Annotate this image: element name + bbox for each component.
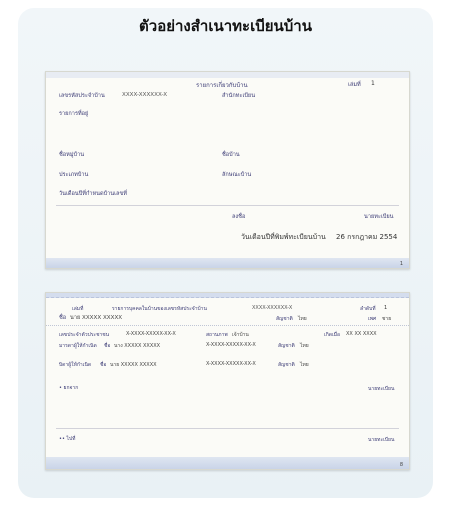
page-number: 1 [399, 261, 403, 267]
top-band [46, 293, 409, 298]
mother-name: นาง XXXXX XXXXX [114, 343, 161, 349]
status-value: เจ้าบ้าน [232, 332, 249, 338]
divider [56, 205, 399, 206]
house-type-label: ประเภทบ้าน [59, 172, 89, 178]
name-value: นาย XXXXX XXXXX [70, 315, 123, 321]
registrar-label: นายทะเบียน [364, 214, 394, 220]
registry-office-label: สำนักทะเบียน [222, 93, 256, 99]
village-label: ชื่อหมู่บ้าน [59, 152, 85, 158]
sex-value: ชาย [382, 316, 392, 322]
born-label: เกิดเมื่อ [324, 332, 340, 338]
registrar-label-1: นายทะเบียน [368, 386, 395, 392]
house-character-label: ลักษณะบ้าน [222, 172, 252, 178]
born-value: XX XX XXXX [346, 331, 377, 337]
mother-label: มารดาผู้ให้กำเนิด [59, 343, 97, 349]
pid-value: X-XXXX-XXXXX-XX-X [126, 331, 176, 337]
date-assigned-label: วันเดือนปีที่กำหนดบ้านเลขที่ [59, 191, 127, 197]
father-nationality-label: สัญชาติ [278, 362, 295, 368]
sex-label: เพศ [368, 316, 377, 322]
house-id-value: XXXX-XXXXXX-X [122, 92, 168, 98]
moved-to-label: •• ไปที่ [59, 436, 76, 442]
page1-heading: รายการเกี่ยวกับบ้าน [196, 82, 248, 89]
nationality-value: ไทย [298, 316, 307, 322]
mother-pid: X-XXXX-XXXXX-XX-X [206, 342, 256, 348]
mother-nationality-label: สัญชาติ [278, 343, 295, 349]
book-no-label: เล่มที่ [72, 306, 84, 312]
house-register-page-2 [45, 292, 410, 470]
book-no-label: เล่มที่ [348, 82, 361, 88]
sequence-value: 1 [384, 305, 388, 311]
house-id-value: XXXX-XXXXXX-X [252, 305, 293, 311]
mother-nationality-value: ไทย [300, 343, 309, 349]
page-title: ตัวอย่างสำเนาทะเบียนบ้าน [139, 17, 312, 35]
signature-label: ลงชื่อ [232, 214, 246, 220]
pid-label: เลขประจำตัวประชาชน [59, 332, 110, 338]
sequence-label: ลำดับที่ [360, 306, 376, 312]
divider [46, 325, 409, 326]
print-date-value: 26 กรกฎาคม 2554 [336, 233, 398, 241]
book-no-value: 1 [371, 80, 375, 87]
house-id-label: เลขรหัสประจำบ้าน [59, 93, 105, 99]
father-pid: X-XXXX-XXXXX-XX-X [206, 361, 256, 367]
mother-title-label: ชื่อ [104, 343, 111, 349]
father-nationality-value: ไทย [300, 362, 309, 368]
print-date-label: วันเดือนปีที่พิมพ์ทะเบียนบ้าน [241, 233, 326, 241]
moved-from-label: • ยกจาก [59, 385, 79, 391]
father-name: นาย XXXXX XXXXX [110, 362, 157, 368]
top-band [46, 72, 409, 78]
name-label: ชื่อ [59, 315, 67, 321]
house-name-label: ชื่อบ้าน [222, 152, 240, 158]
nationality-label: สัญชาติ [276, 316, 293, 322]
father-label: บิดาผู้ให้กำเนิด [59, 362, 92, 368]
house-register-page-1 [45, 71, 410, 269]
page-number: 8 [399, 462, 403, 468]
bottom-band [46, 258, 409, 268]
bottom-band [46, 457, 409, 469]
page2-heading: รายการบุคคลในบ้านของเลขรหัสประจำบ้าน [112, 306, 207, 312]
divider [56, 428, 399, 429]
registrar-label-2: นายทะเบียน [368, 437, 395, 443]
address-label: รายการที่อยู่ [59, 111, 89, 117]
father-title-label: ชื่อ [100, 362, 107, 368]
status-label: สถานภาพ [206, 332, 228, 338]
